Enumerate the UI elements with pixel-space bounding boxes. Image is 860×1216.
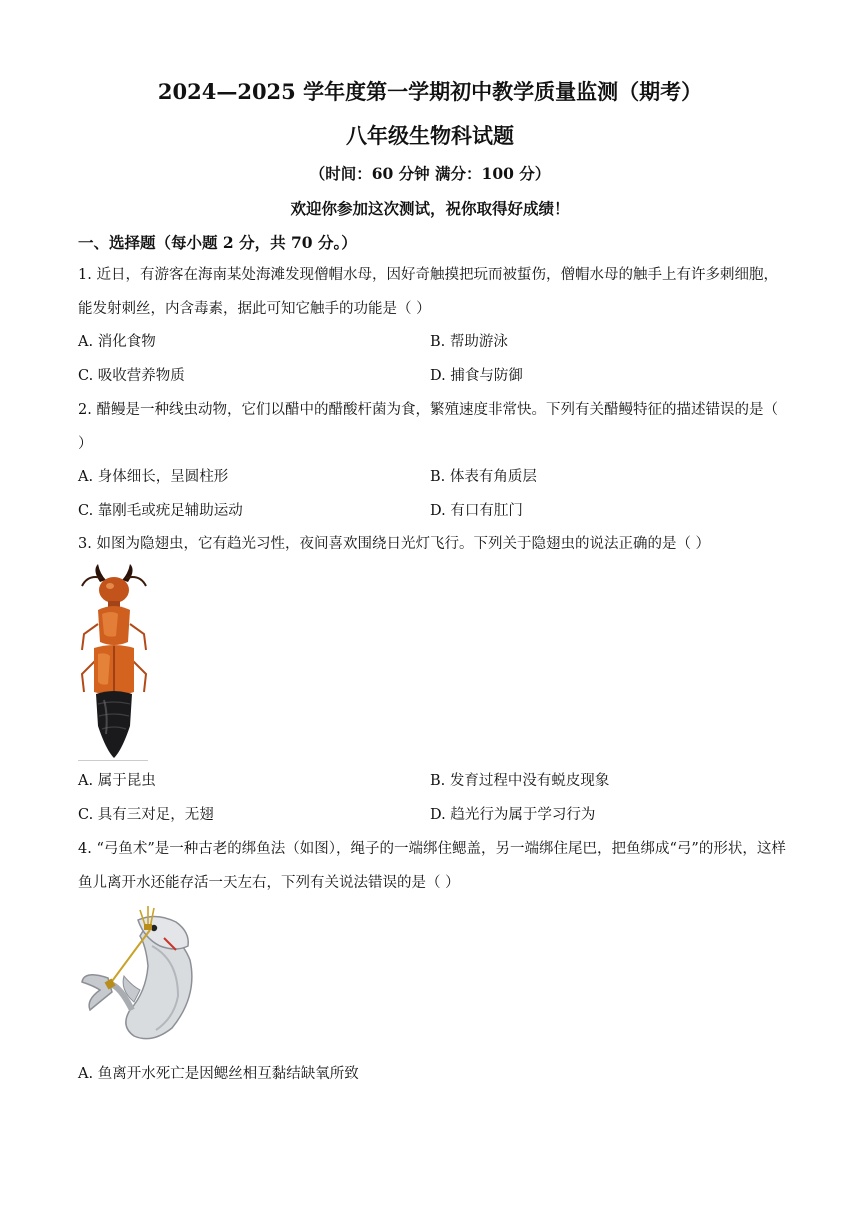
question-2-option-c: C. 靠刚毛或疣足辅助运动 xyxy=(78,503,243,519)
question-3-option-b: B. 发育过程中没有蜕皮现象 xyxy=(430,773,610,789)
exam-time-score-info: （时间：60 分钟 满分：100 分） xyxy=(309,164,551,183)
question-3-option-c: C. 具有三对足，无翅 xyxy=(78,807,214,823)
question-1-option-a: A. 消化食物 xyxy=(78,334,156,350)
question-1-option-b: B. 帮助游泳 xyxy=(430,334,508,350)
rove-beetle-image xyxy=(78,564,150,760)
question-4-stem: 4. “弓鱼术”是一种古老的绑鱼法（如图），绳子的一端绑住鳃盖，另一端绑住尾巴，把鱼绑成“弓”的形状，这样鱼儿离开水还能存活一天左右，下列有关说法错误的是（ ） xyxy=(78,841,786,891)
question-3-stem: 3. 如图为隐翅虫，它有趋光习性，夜间喜欢围绕日光灯飞行。下列关于隐翅虫的说法正确的是（ ） xyxy=(78,536,711,552)
question-1-option-d: D. 捕食与防御 xyxy=(430,368,523,384)
question-1-option-c: C. 吸收营养物质 xyxy=(78,368,185,384)
question-2-stem: 2. 醋鳗是一种线虫动物，它们以醋中的醋酸杆菌为食，繁殖速度非常快。下列有关醋鳗特征的描述错误的是（ ） xyxy=(78,402,778,452)
question-2-option-a: A. 身体细长，呈圆柱形 xyxy=(78,469,229,485)
exam-title: 2024—2025 学年度第一学期初中教学质量监测（期考） xyxy=(157,79,703,104)
question-3-option-d: D. 趋光行为属于学习行为 xyxy=(430,807,596,823)
bow-tied-fish-image xyxy=(80,906,198,1046)
exam-subtitle: 八年级生物科试题 xyxy=(346,123,514,148)
question-3-option-a: A. 属于昆虫 xyxy=(78,773,156,789)
section-title: 一、选择题（每小题 2 分，共 70 分。） xyxy=(78,233,357,252)
question-4-option-a: A. 鱼离开水死亡是因鳃丝相互黏结缺氧所致 xyxy=(78,1066,359,1082)
question-2-option-d: D. 有口有肛门 xyxy=(430,503,523,519)
question-1-stem: 1. 近日，有游客在海南某处海滩发现僧帽水母，因好奇触摸把玩而被蜇伤，僧帽水母的触手上有许多刺细胞，能发射刺丝，内含毒素，据此可知它触手的功能是（ ） xyxy=(78,267,778,317)
welcome-message: 欢迎你参加这次测试，祝你取得好成绩！ xyxy=(290,199,570,218)
question-2-option-b: B. 体表有角质层 xyxy=(430,469,537,485)
figure-divider xyxy=(78,760,148,761)
